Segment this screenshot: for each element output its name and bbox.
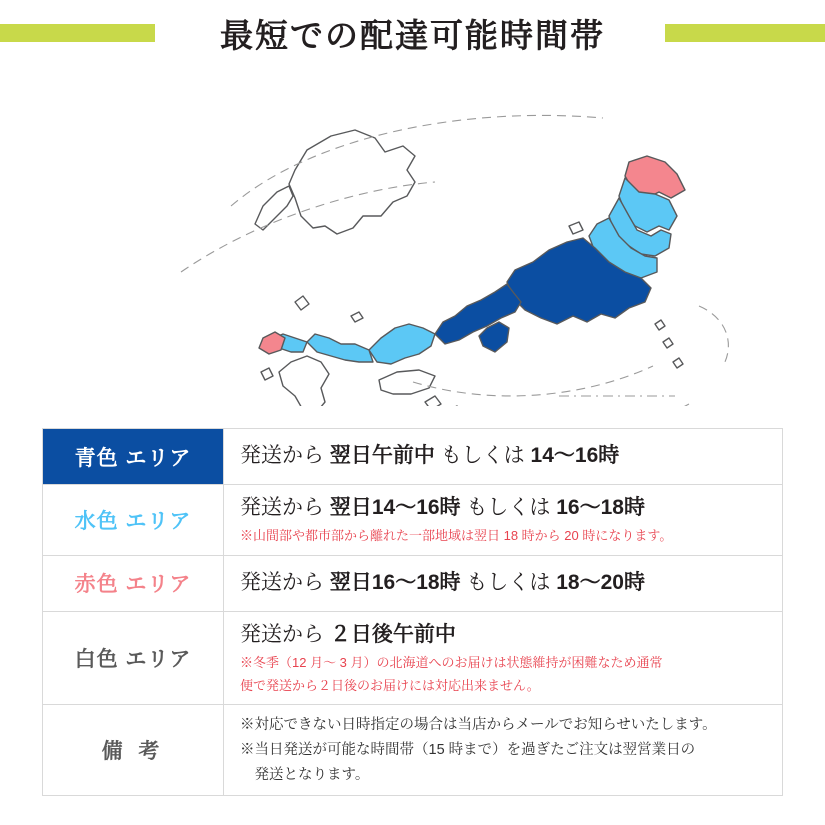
value-bold-1: 翌日午前中 [329, 444, 435, 468]
islet-izu-1 [655, 320, 665, 330]
region-hokkaido-islet [295, 296, 309, 310]
value-prefix: 発送から [240, 570, 324, 594]
area-label-white: 白色 エリア [43, 612, 224, 705]
area-note-white-line2: 便で発送から２日後のお届けには対応出来ません。 [240, 678, 540, 694]
islet-izu-2 [663, 338, 673, 348]
header-rule-right [665, 24, 825, 42]
value-bold-1: ２日後午前中 [329, 622, 456, 646]
table-row-white [43, 612, 782, 706]
value-bold-1: 翌日16〜18時 [329, 570, 461, 594]
region-kinki-chugoku [369, 324, 435, 364]
japan-map-icon [63, 66, 763, 406]
table-row-note [43, 705, 782, 795]
area-value-blue [224, 429, 782, 484]
region-hokkaido-tail [255, 186, 293, 230]
note-line-3: 発送となります。 [240, 766, 370, 783]
page-title: 最短での配達可能時間帯 [206, 10, 619, 57]
value-bold-2: 14〜16時 [530, 444, 620, 468]
region-hokkaido [289, 130, 415, 234]
area-note-white-line1: ※冬季（12 月〜 3 月）の北海道へのお届けは状態維持が困難なため通常 [240, 655, 663, 671]
table-row-cyan [43, 485, 782, 556]
islet-sado [569, 222, 583, 234]
table-row-red [43, 556, 782, 612]
note-line-1: ※対応できない日時指定の場合は当店からメールでお知らせいたします。 [240, 717, 717, 734]
area-value-cyan [224, 485, 782, 555]
value-bold-2: 16〜18時 [556, 496, 645, 519]
japan-map-figure [0, 66, 825, 418]
value-bold-2: 18〜20時 [556, 570, 645, 594]
islet-izu-3 [673, 358, 683, 368]
value-prefix: 発送から [240, 622, 324, 646]
note-content [224, 705, 782, 795]
area-note-cyan: ※山間部や都市部から離れた一部地域は翌日 18 時から 20 時になります。 [240, 528, 673, 544]
value-mid: もしくは [466, 496, 551, 519]
area-label-cyan: 水色 エリア [43, 485, 224, 555]
islet-oki [351, 312, 363, 322]
header [0, 0, 825, 66]
area-label-red: 赤色 エリア [43, 556, 224, 611]
region-kyushu-north [259, 332, 285, 354]
area-value-white [224, 612, 782, 705]
table-row-blue [43, 429, 782, 485]
area-label-blue: 青色 エリア [43, 429, 224, 484]
value-prefix: 発送から [240, 496, 324, 519]
islet-goto [261, 368, 273, 380]
islet-okinawa [425, 396, 441, 406]
area-label-note: 備 考 [43, 705, 224, 795]
note-line-2: ※当日発送が可能な時間帯（15 時まで）を過ぎたご注文は翌営業日の [240, 741, 696, 758]
region-chugoku-west [307, 334, 373, 362]
area-value-red [224, 556, 782, 611]
region-shikoku [379, 370, 435, 394]
value-mid: もしくは [440, 444, 525, 468]
header-rule-left [0, 24, 155, 42]
value-mid: もしくは [466, 570, 551, 594]
value-bold-1: 翌日14〜16時 [329, 496, 461, 519]
delivery-table [42, 428, 783, 796]
value-prefix: 発送から [240, 444, 324, 468]
region-kyushu [279, 356, 329, 406]
